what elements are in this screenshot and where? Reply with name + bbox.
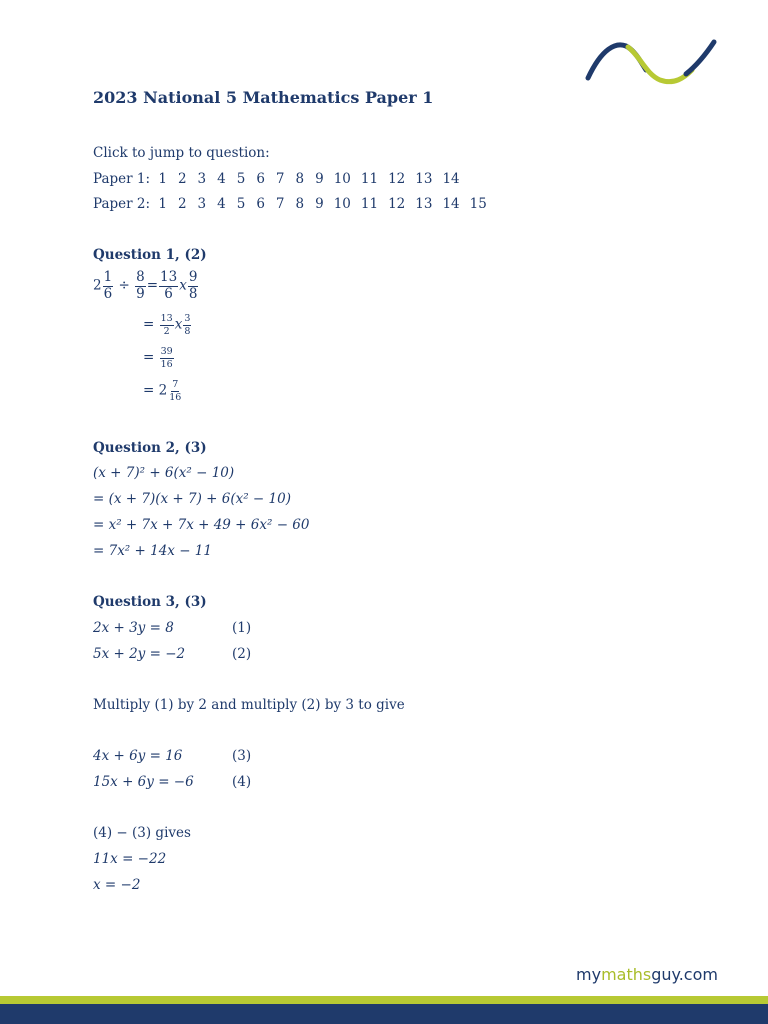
paper1-question-link-6[interactable]: 6 [256, 171, 265, 187]
q2-line-3: = x² + 7x + 7x + 49 + 6x² − 60 [93, 517, 310, 533]
paper1-label: Paper 1: [93, 171, 151, 187]
q3-tag-1: (1) [232, 620, 252, 636]
q3-tag-3: (3) [232, 748, 252, 764]
paper2-question-link-6[interactable]: 6 [256, 196, 265, 212]
paper2-nav [93, 196, 487, 212]
q1-line-3: = $\frac{39}{16}$ [143, 346, 173, 370]
paper2-question-link-9[interactable]: 9 [315, 196, 324, 212]
footer-brand: mymathsguy.com [576, 965, 718, 984]
paper2-question-link-7[interactable]: 7 [275, 196, 285, 212]
page-title: 2023 National 5 Mathematics Paper 1 [93, 88, 434, 107]
q3-tag-4: (4) [232, 774, 252, 790]
q3-eq-1: 2x + 3y = 8 [93, 620, 174, 636]
paper1-question-link-4[interactable]: 4 [217, 171, 226, 187]
question-1-heading: Question 1, (2) [93, 247, 207, 263]
paper1-question-link-5[interactable]: 5 [236, 171, 246, 187]
paper1-nav [93, 171, 460, 187]
q1-line-4: = 2 $\frac{7}{16}$ [143, 379, 182, 403]
q1-line-2: = $\frac{13}{2}$ x $\frac{3}{8}$ [143, 313, 191, 337]
paper1-question-link-8[interactable]: 8 [295, 171, 305, 187]
paper1-question-link-14[interactable]: 14 [442, 171, 460, 187]
q2-line-2: = (x + 7)(x + 7) + 6(x² − 10) [93, 491, 291, 507]
paper2-question-link-11[interactable]: 11 [360, 196, 379, 212]
paper2-question-link-14[interactable]: 14 [442, 196, 460, 212]
q3-tag-2: (2) [232, 646, 252, 662]
q2-line-1: (x + 7)² + 6(x² − 10) [93, 465, 235, 481]
paper1-question-link-1[interactable]: 1 [158, 171, 167, 187]
footer-lime-bar [0, 996, 768, 1004]
q3-eq-4: 15x + 6y = −6 [93, 774, 194, 790]
question-2-heading: Question 2, (3) [93, 440, 207, 456]
q1-whole: 2 [93, 277, 102, 294]
paper2-question-link-3[interactable]: 3 [197, 196, 207, 212]
paper2-question-link-2[interactable]: 2 [177, 196, 187, 212]
q3-subtract: (4) − (3) gives [93, 825, 191, 841]
footer-navy-bar [0, 1004, 768, 1024]
q3-eq-3: 4x + 6y = 16 [93, 748, 183, 764]
paper2-question-link-12[interactable]: 12 [388, 196, 406, 212]
paper1-question-link-12[interactable]: 12 [388, 171, 406, 187]
paper2-question-link-5[interactable]: 5 [236, 196, 246, 212]
paper1-question-link-9[interactable]: 9 [315, 171, 324, 187]
paper1-question-link-11[interactable]: 11 [360, 171, 379, 187]
q3-instruction: Multiply (1) by 2 and multiply (2) by 3 to give [93, 697, 405, 713]
q2-line-4: = 7x² + 14x − 11 [93, 543, 212, 559]
q3-eq-2: 5x + 2y = −2 [93, 646, 186, 662]
question-3-heading: Question 3, (3) [93, 594, 207, 610]
paper1-question-link-13[interactable]: 13 [415, 171, 433, 187]
paper2-question-link-8[interactable]: 8 [295, 196, 305, 212]
paper2-label: Paper 2: [93, 196, 151, 212]
paper2-question-link-1[interactable]: 1 [158, 196, 167, 212]
paper1-question-link-7[interactable]: 7 [275, 171, 285, 187]
paper2-question-link-13[interactable]: 13 [415, 196, 433, 212]
q3-result-1: 11x = −22 [93, 851, 167, 867]
paper1-question-link-2[interactable]: 2 [177, 171, 187, 187]
paper1-question-link-3[interactable]: 3 [197, 171, 207, 187]
logo-wave-icon [584, 38, 720, 86]
paper2-question-link-15[interactable]: 15 [469, 196, 487, 212]
q1-line-1: 2 $\frac{1}{6}$ ÷ $\frac{8}{9}$ = $\frac{13}{6}$ x $\frac{9}{8}$ [93, 269, 198, 302]
nav-prompt: Click to jump to question: [93, 145, 270, 161]
paper2-question-link-10[interactable]: 10 [333, 196, 351, 212]
paper1-question-link-10[interactable]: 10 [333, 171, 351, 187]
q3-result-2: x = −2 [93, 877, 141, 893]
paper2-question-link-4[interactable]: 4 [217, 196, 226, 212]
